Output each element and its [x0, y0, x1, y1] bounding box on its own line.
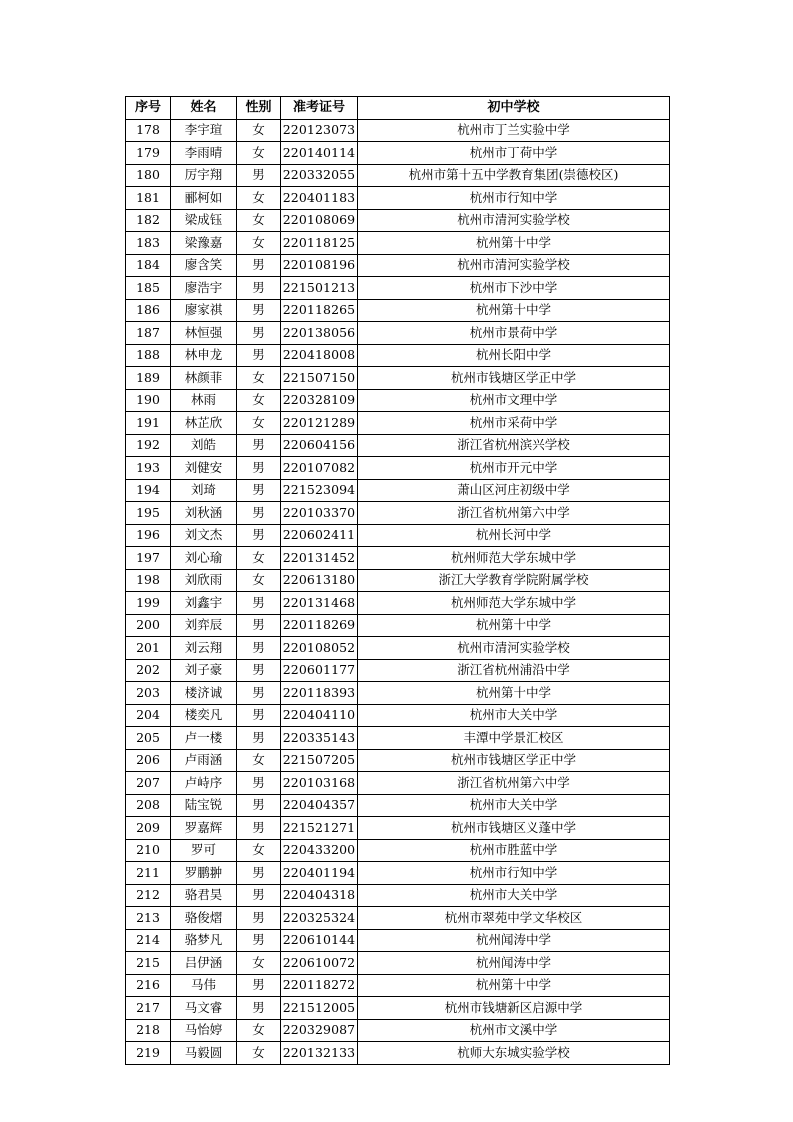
cell-gender: 男 — [237, 457, 281, 480]
cell-exam-id: 221521271 — [281, 817, 358, 840]
cell-name: 梁豫嘉 — [171, 232, 237, 255]
cell-seq-no: 186 — [126, 299, 171, 322]
cell-gender: 女 — [237, 232, 281, 255]
cell-gender: 男 — [237, 997, 281, 1020]
cell-middle-school: 杭州闻涛中学 — [358, 952, 670, 975]
table-header-row — [126, 97, 670, 120]
table-row — [126, 569, 670, 592]
cell-gender: 男 — [237, 907, 281, 930]
cell-seq-no: 216 — [126, 974, 171, 997]
cell-seq-no: 198 — [126, 569, 171, 592]
cell-middle-school: 浙江省杭州第六中学 — [358, 772, 670, 795]
cell-seq-no: 188 — [126, 344, 171, 367]
table-row — [126, 614, 670, 637]
cell-exam-id: 220404357 — [281, 794, 358, 817]
cell-gender: 男 — [237, 794, 281, 817]
cell-gender: 男 — [237, 524, 281, 547]
cell-exam-id: 220329087 — [281, 1019, 358, 1042]
cell-gender: 男 — [237, 659, 281, 682]
table-row — [126, 502, 670, 525]
cell-seq-no: 180 — [126, 164, 171, 187]
cell-name: 骆梦凡 — [171, 929, 237, 952]
cell-seq-no: 204 — [126, 704, 171, 727]
cell-name: 林颜菲 — [171, 367, 237, 390]
cell-gender: 女 — [237, 1042, 281, 1065]
cell-middle-school: 杭州市开元中学 — [358, 457, 670, 480]
cell-exam-id: 221512005 — [281, 997, 358, 1020]
table-row — [126, 142, 670, 165]
cell-name: 刘文杰 — [171, 524, 237, 547]
cell-gender: 男 — [237, 322, 281, 345]
cell-middle-school: 杭州市景荷中学 — [358, 322, 670, 345]
cell-name: 廖含笑 — [171, 254, 237, 277]
table-row — [126, 412, 670, 435]
table-row — [126, 164, 670, 187]
cell-middle-school: 杭州第十中学 — [358, 299, 670, 322]
table-row — [126, 457, 670, 480]
cell-middle-school: 杭州师范大学东城中学 — [358, 592, 670, 615]
cell-seq-no: 202 — [126, 659, 171, 682]
cell-middle-school: 丰潭中学景汇校区 — [358, 727, 670, 750]
cell-middle-school: 杭州市大关中学 — [358, 884, 670, 907]
cell-gender: 男 — [237, 637, 281, 660]
cell-exam-id: 220103370 — [281, 502, 358, 525]
cell-name: 厉宇翔 — [171, 164, 237, 187]
cell-middle-school: 杭州市丁兰实验中学 — [358, 119, 670, 142]
cell-name: 李雨晴 — [171, 142, 237, 165]
cell-seq-no: 214 — [126, 929, 171, 952]
cell-middle-school: 杭州市第十五中学教育集团(崇德校区) — [358, 164, 670, 187]
table-row — [126, 1019, 670, 1042]
cell-name: 刘秋涵 — [171, 502, 237, 525]
cell-seq-no: 178 — [126, 119, 171, 142]
cell-name: 林雨 — [171, 389, 237, 412]
cell-seq-no: 190 — [126, 389, 171, 412]
cell-exam-id: 220604156 — [281, 434, 358, 457]
cell-seq-no: 207 — [126, 772, 171, 795]
cell-gender: 男 — [237, 434, 281, 457]
cell-gender: 男 — [237, 299, 281, 322]
cell-exam-id: 220138056 — [281, 322, 358, 345]
cell-name: 林申龙 — [171, 344, 237, 367]
table-row — [126, 727, 670, 750]
cell-name: 吕伊涵 — [171, 952, 237, 975]
cell-name: 刘皓 — [171, 434, 237, 457]
cell-gender: 女 — [237, 412, 281, 435]
student-roster-table — [125, 96, 670, 1065]
cell-gender: 男 — [237, 479, 281, 502]
cell-seq-no: 205 — [126, 727, 171, 750]
cell-seq-no: 210 — [126, 839, 171, 862]
cell-middle-school: 杭州长阳中学 — [358, 344, 670, 367]
cell-exam-id: 220335143 — [281, 727, 358, 750]
cell-middle-school: 杭州第十中学 — [358, 974, 670, 997]
cell-name: 刘琦 — [171, 479, 237, 502]
table-row — [126, 479, 670, 502]
header-name: 姓名 — [171, 97, 237, 120]
cell-exam-id: 221501213 — [281, 277, 358, 300]
cell-exam-id: 220418008 — [281, 344, 358, 367]
cell-exam-id: 220118265 — [281, 299, 358, 322]
cell-exam-id: 220118272 — [281, 974, 358, 997]
cell-gender: 男 — [237, 974, 281, 997]
cell-exam-id: 220131468 — [281, 592, 358, 615]
cell-exam-id: 220118393 — [281, 682, 358, 705]
cell-name: 刘健安 — [171, 457, 237, 480]
cell-seq-no: 199 — [126, 592, 171, 615]
cell-name: 刘鑫宇 — [171, 592, 237, 615]
cell-seq-no: 218 — [126, 1019, 171, 1042]
cell-seq-no: 193 — [126, 457, 171, 480]
cell-middle-school: 杭州第十中学 — [358, 614, 670, 637]
cell-exam-id: 220332055 — [281, 164, 358, 187]
table-row — [126, 637, 670, 660]
cell-seq-no: 219 — [126, 1042, 171, 1065]
cell-exam-id: 220121289 — [281, 412, 358, 435]
header-seq-no: 序号 — [126, 97, 171, 120]
cell-seq-no: 217 — [126, 997, 171, 1020]
cell-exam-id: 220325324 — [281, 907, 358, 930]
table-row — [126, 772, 670, 795]
cell-seq-no: 179 — [126, 142, 171, 165]
cell-middle-school: 杭州市清河实验学校 — [358, 209, 670, 232]
table-row — [126, 547, 670, 570]
cell-name: 刘子豪 — [171, 659, 237, 682]
cell-exam-id: 220602411 — [281, 524, 358, 547]
cell-exam-id: 220107082 — [281, 457, 358, 480]
table-row — [126, 952, 670, 975]
cell-name: 陆宝锐 — [171, 794, 237, 817]
cell-exam-id: 220103168 — [281, 772, 358, 795]
table-row — [126, 929, 670, 952]
cell-gender: 女 — [237, 839, 281, 862]
cell-middle-school: 杭州市行知中学 — [358, 187, 670, 210]
cell-exam-id: 221507205 — [281, 749, 358, 772]
cell-gender: 女 — [237, 1019, 281, 1042]
table-row — [126, 389, 670, 412]
cell-middle-school: 杭州市文理中学 — [358, 389, 670, 412]
cell-exam-id: 220613180 — [281, 569, 358, 592]
cell-seq-no: 200 — [126, 614, 171, 637]
table-row — [126, 254, 670, 277]
cell-exam-id: 220131452 — [281, 547, 358, 570]
table-row — [126, 322, 670, 345]
cell-middle-school: 杭州市钱塘区学正中学 — [358, 749, 670, 772]
cell-gender: 女 — [237, 142, 281, 165]
table-body — [126, 119, 670, 1064]
cell-exam-id: 220401183 — [281, 187, 358, 210]
cell-exam-id: 220610072 — [281, 952, 358, 975]
cell-middle-school: 杭州市翠苑中学文华校区 — [358, 907, 670, 930]
cell-gender: 男 — [237, 502, 281, 525]
cell-exam-id: 221523094 — [281, 479, 358, 502]
table-row — [126, 119, 670, 142]
cell-middle-school: 杭州第十中学 — [358, 682, 670, 705]
cell-gender: 男 — [237, 884, 281, 907]
cell-gender: 男 — [237, 704, 281, 727]
cell-gender: 女 — [237, 749, 281, 772]
cell-name: 李宇瑄 — [171, 119, 237, 142]
table-row — [126, 524, 670, 547]
cell-middle-school: 杭州市采荷中学 — [358, 412, 670, 435]
cell-middle-school: 杭州市钱塘区学正中学 — [358, 367, 670, 390]
cell-gender: 男 — [237, 862, 281, 885]
cell-gender: 女 — [237, 569, 281, 592]
cell-name: 刘云翔 — [171, 637, 237, 660]
cell-seq-no: 184 — [126, 254, 171, 277]
cell-middle-school: 杭州市清河实验学校 — [358, 637, 670, 660]
cell-name: 骆俊熠 — [171, 907, 237, 930]
cell-name: 罗可 — [171, 839, 237, 862]
table-row — [126, 997, 670, 1020]
cell-gender: 男 — [237, 727, 281, 750]
cell-name: 刘欣雨 — [171, 569, 237, 592]
cell-middle-school: 杭州市行知中学 — [358, 862, 670, 885]
cell-name: 马怡婷 — [171, 1019, 237, 1042]
cell-exam-id: 220404318 — [281, 884, 358, 907]
cell-exam-id: 220433200 — [281, 839, 358, 862]
cell-middle-school: 杭州市钱塘区义蓬中学 — [358, 817, 670, 840]
cell-exam-id: 220132133 — [281, 1042, 358, 1065]
cell-name: 刘弈辰 — [171, 614, 237, 637]
cell-seq-no: 206 — [126, 749, 171, 772]
table-row — [126, 974, 670, 997]
header-exam-id: 准考证号 — [281, 97, 358, 120]
cell-seq-no: 196 — [126, 524, 171, 547]
cell-seq-no: 192 — [126, 434, 171, 457]
cell-name: 卢一楼 — [171, 727, 237, 750]
cell-gender: 男 — [237, 817, 281, 840]
table-row — [126, 299, 670, 322]
table-row — [126, 232, 670, 255]
cell-name: 骆君昊 — [171, 884, 237, 907]
table-row — [126, 704, 670, 727]
cell-middle-school: 杭州市钱塘新区启源中学 — [358, 997, 670, 1020]
cell-name: 林恒强 — [171, 322, 237, 345]
cell-exam-id: 220328109 — [281, 389, 358, 412]
cell-exam-id: 220401194 — [281, 862, 358, 885]
cell-middle-school: 浙江省杭州浦沿中学 — [358, 659, 670, 682]
table-row — [126, 794, 670, 817]
cell-middle-school: 杭州第十中学 — [358, 232, 670, 255]
cell-name: 马毅圆 — [171, 1042, 237, 1065]
cell-gender: 男 — [237, 592, 281, 615]
cell-name: 马文睿 — [171, 997, 237, 1020]
cell-name: 楼奕凡 — [171, 704, 237, 727]
table-row — [126, 884, 670, 907]
table-row — [126, 187, 670, 210]
table-row — [126, 277, 670, 300]
cell-seq-no: 212 — [126, 884, 171, 907]
cell-seq-no: 195 — [126, 502, 171, 525]
cell-gender: 男 — [237, 929, 281, 952]
cell-middle-school: 萧山区河庄初级中学 — [358, 479, 670, 502]
cell-exam-id: 220404110 — [281, 704, 358, 727]
cell-name: 楼济诚 — [171, 682, 237, 705]
cell-middle-school: 杭州市文溪中学 — [358, 1019, 670, 1042]
cell-exam-id: 220140114 — [281, 142, 358, 165]
cell-name: 罗嘉辉 — [171, 817, 237, 840]
cell-seq-no: 185 — [126, 277, 171, 300]
table-row — [126, 1042, 670, 1065]
table-row — [126, 367, 670, 390]
cell-seq-no: 203 — [126, 682, 171, 705]
table-row — [126, 749, 670, 772]
table-row — [126, 592, 670, 615]
cell-middle-school: 杭州师范大学东城中学 — [358, 547, 670, 570]
cell-seq-no: 213 — [126, 907, 171, 930]
cell-seq-no: 183 — [126, 232, 171, 255]
table-row — [126, 682, 670, 705]
cell-gender: 男 — [237, 164, 281, 187]
cell-middle-school: 杭州闻涛中学 — [358, 929, 670, 952]
cell-exam-id: 220108196 — [281, 254, 358, 277]
cell-exam-id: 220610144 — [281, 929, 358, 952]
cell-name: 罗鹏翀 — [171, 862, 237, 885]
cell-gender: 女 — [237, 547, 281, 570]
cell-seq-no: 191 — [126, 412, 171, 435]
cell-seq-no: 215 — [126, 952, 171, 975]
table-row — [126, 659, 670, 682]
cell-exam-id: 221507150 — [281, 367, 358, 390]
cell-gender: 男 — [237, 277, 281, 300]
cell-gender: 女 — [237, 389, 281, 412]
cell-middle-school: 杭州长河中学 — [358, 524, 670, 547]
cell-name: 卢峙序 — [171, 772, 237, 795]
table-row — [126, 817, 670, 840]
table-row — [126, 862, 670, 885]
cell-gender: 女 — [237, 209, 281, 232]
cell-name: 廖浩宇 — [171, 277, 237, 300]
cell-gender: 女 — [237, 119, 281, 142]
cell-seq-no: 209 — [126, 817, 171, 840]
cell-middle-school: 杭州市丁荷中学 — [358, 142, 670, 165]
cell-seq-no: 189 — [126, 367, 171, 390]
cell-gender: 男 — [237, 682, 281, 705]
cell-exam-id: 220108069 — [281, 209, 358, 232]
cell-seq-no: 181 — [126, 187, 171, 210]
cell-name: 卢雨涵 — [171, 749, 237, 772]
cell-name: 郦柯如 — [171, 187, 237, 210]
cell-exam-id: 220123073 — [281, 119, 358, 142]
cell-exam-id: 220118125 — [281, 232, 358, 255]
cell-name: 林芷欣 — [171, 412, 237, 435]
cell-middle-school: 杭州市大关中学 — [358, 704, 670, 727]
cell-middle-school: 杭师大东城实验学校 — [358, 1042, 670, 1065]
cell-middle-school: 浙江省杭州第六中学 — [358, 502, 670, 525]
cell-seq-no: 208 — [126, 794, 171, 817]
header-gender: 性别 — [237, 97, 281, 120]
cell-seq-no: 187 — [126, 322, 171, 345]
cell-middle-school: 杭州市胜蓝中学 — [358, 839, 670, 862]
cell-gender: 男 — [237, 772, 281, 795]
cell-gender: 男 — [237, 344, 281, 367]
cell-name: 梁成钰 — [171, 209, 237, 232]
cell-seq-no: 182 — [126, 209, 171, 232]
cell-middle-school: 浙江大学教育学院附属学校 — [358, 569, 670, 592]
cell-exam-id: 220108052 — [281, 637, 358, 660]
table-row — [126, 839, 670, 862]
cell-gender: 女 — [237, 952, 281, 975]
table-row — [126, 344, 670, 367]
cell-gender: 女 — [237, 367, 281, 390]
cell-exam-id: 220118269 — [281, 614, 358, 637]
cell-gender: 男 — [237, 254, 281, 277]
table-row — [126, 209, 670, 232]
cell-seq-no: 211 — [126, 862, 171, 885]
cell-gender: 女 — [237, 187, 281, 210]
cell-middle-school: 杭州市清河实验学校 — [358, 254, 670, 277]
cell-seq-no: 194 — [126, 479, 171, 502]
table-row — [126, 434, 670, 457]
cell-exam-id: 220601177 — [281, 659, 358, 682]
cell-seq-no: 197 — [126, 547, 171, 570]
cell-middle-school: 杭州市下沙中学 — [358, 277, 670, 300]
cell-middle-school: 浙江省杭州滨兴学校 — [358, 434, 670, 457]
cell-name: 马伟 — [171, 974, 237, 997]
table-row — [126, 907, 670, 930]
cell-name: 廖家祺 — [171, 299, 237, 322]
cell-middle-school: 杭州市大关中学 — [358, 794, 670, 817]
cell-gender: 男 — [237, 614, 281, 637]
header-middle-school: 初中学校 — [358, 97, 670, 120]
cell-name: 刘心瑜 — [171, 547, 237, 570]
cell-seq-no: 201 — [126, 637, 171, 660]
